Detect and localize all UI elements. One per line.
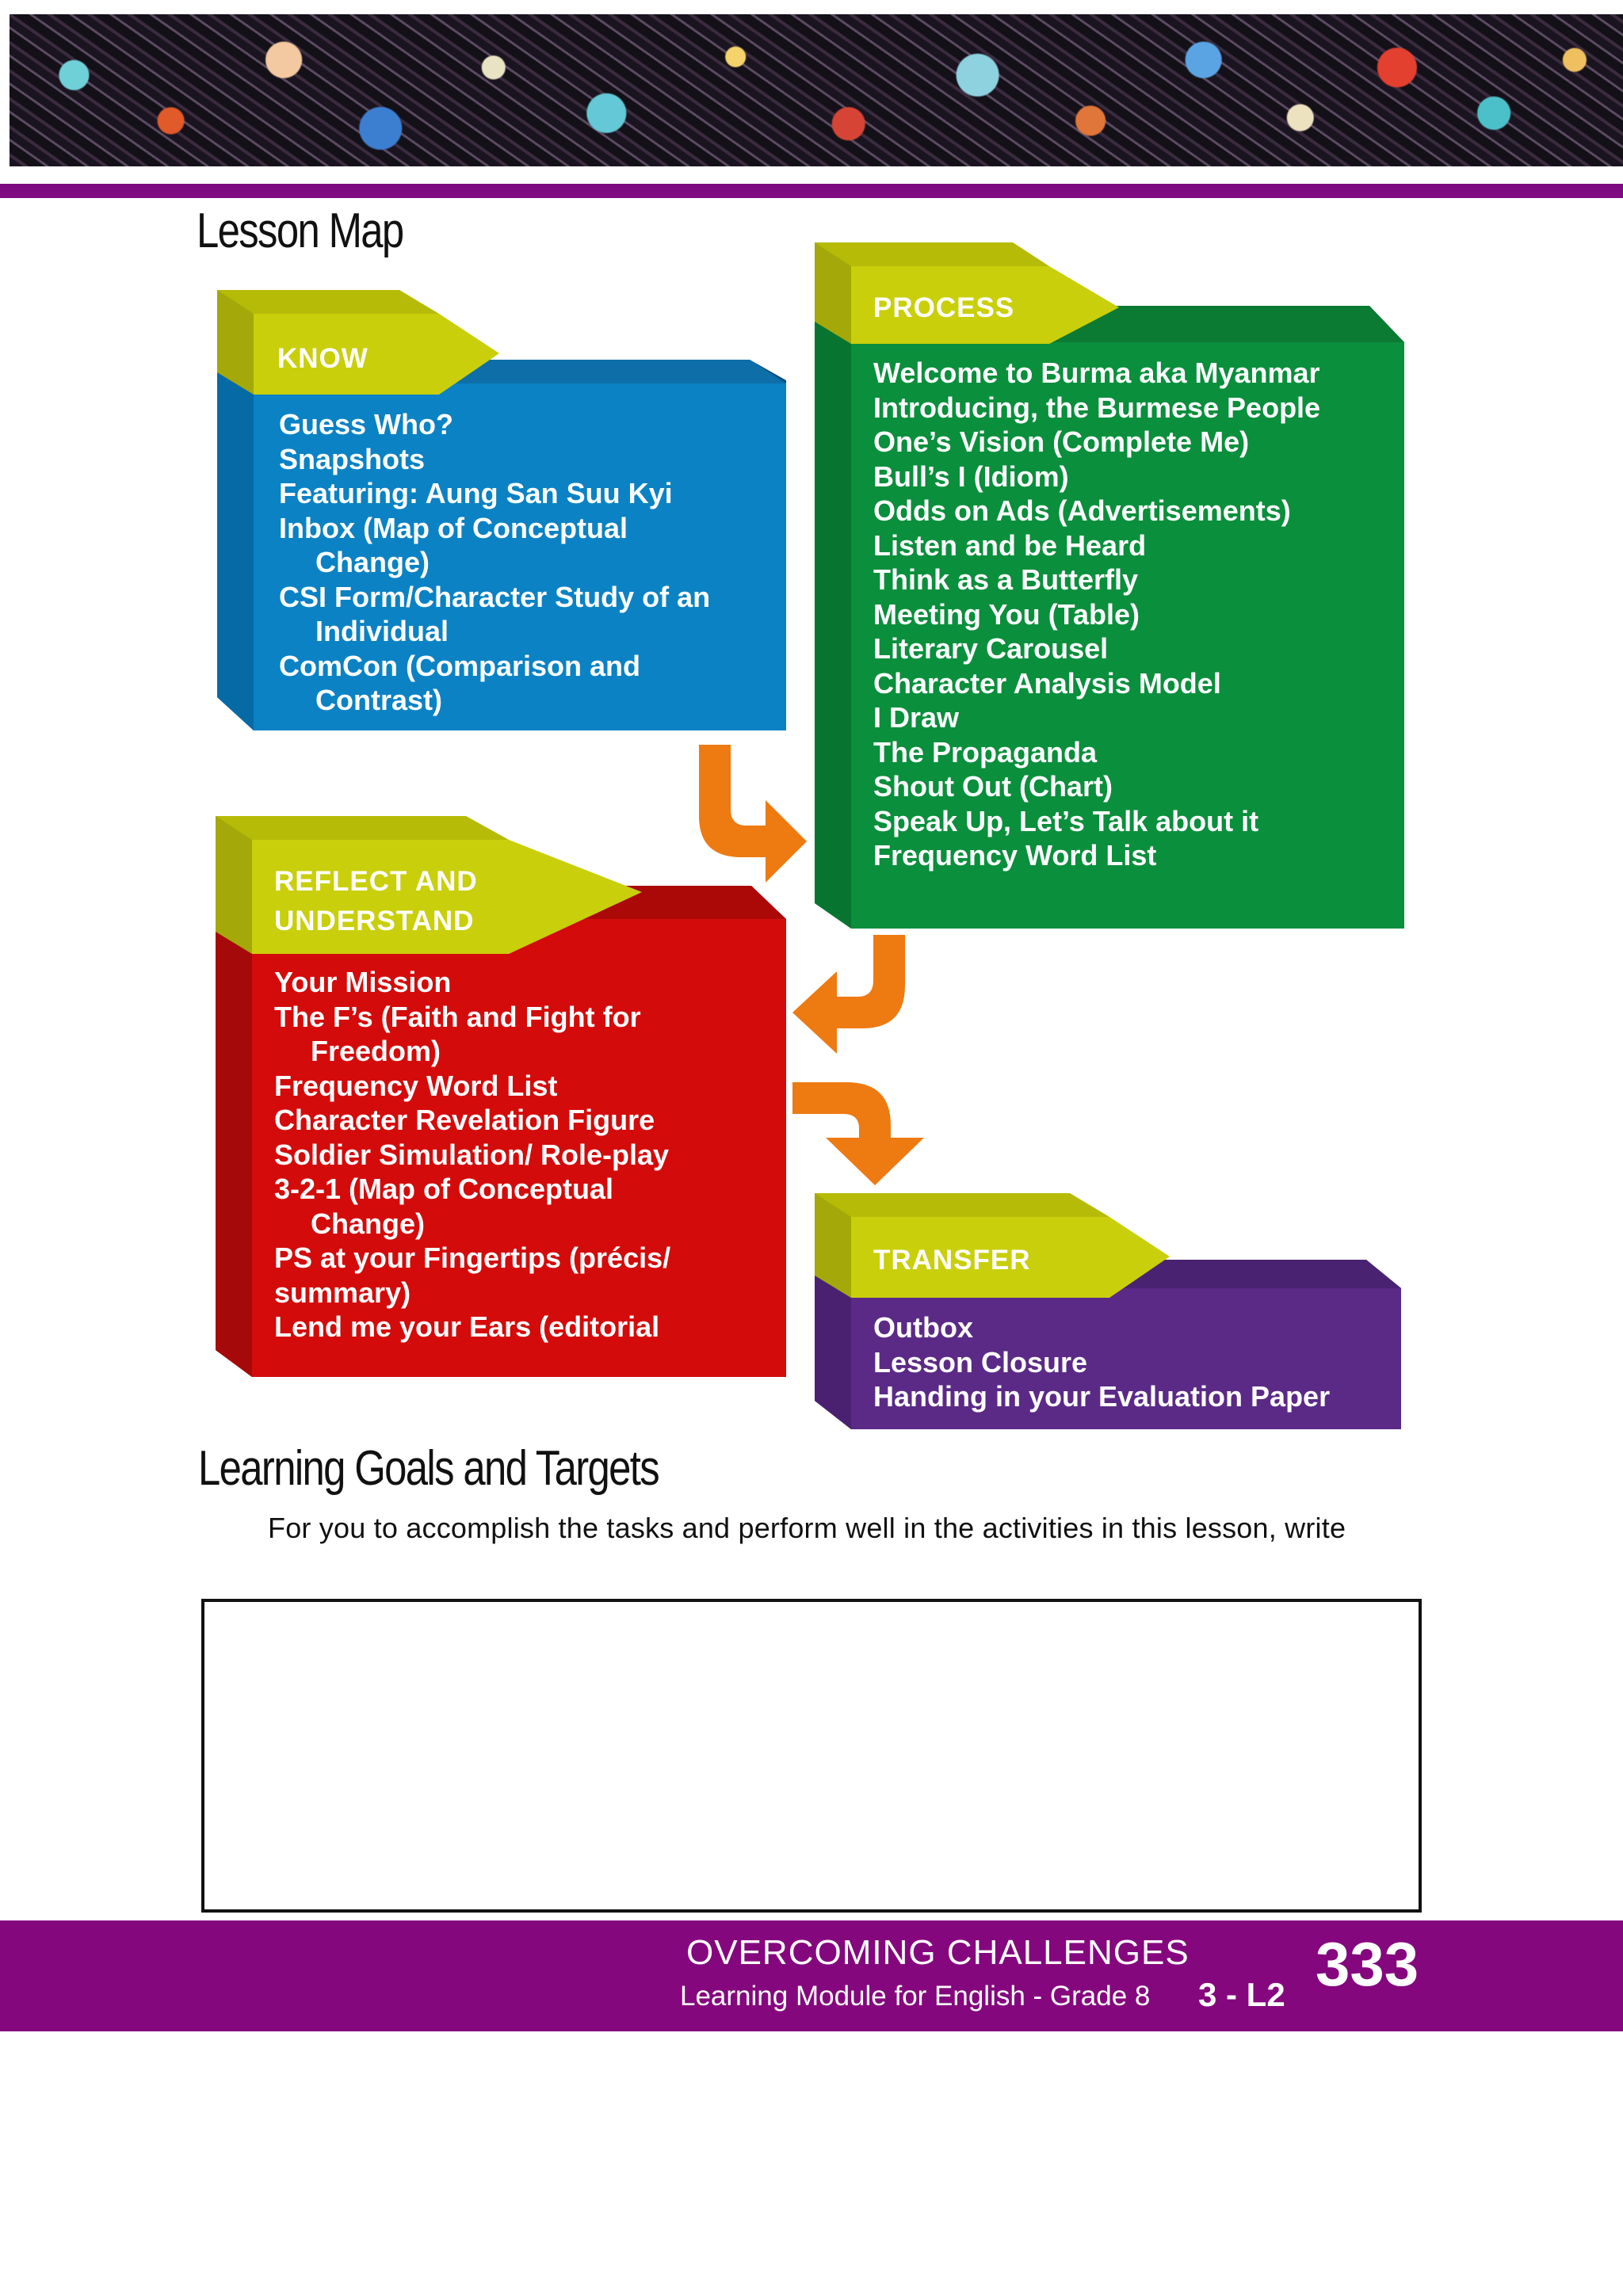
process-activity-item: Shout Out (Chart) bbox=[873, 770, 1113, 803]
transfer-activity-item: Outbox bbox=[873, 1311, 973, 1344]
know-activity-item: CSI Form/Character Study of an bbox=[279, 580, 711, 613]
process-activity-item: Character Analysis Model bbox=[873, 666, 1221, 700]
instructions-text: For you to accomplish the tasks and perform well in the activities in this lesson, write bbox=[268, 1512, 1346, 1544]
footer-lesson-code: 3 - L2 bbox=[1198, 1976, 1285, 2013]
process-activity-item: Bull’s I (Idiom) bbox=[873, 460, 1069, 493]
reflect-activity-item: summary) bbox=[274, 1276, 411, 1309]
reflect-activity-item: Your Mission bbox=[274, 966, 452, 998]
process-activity-item: Meeting You (Table) bbox=[873, 597, 1140, 631]
header-rule bbox=[0, 184, 1623, 198]
know-activity-item: Change) bbox=[315, 546, 430, 578]
reflect-activity-item: PS at your Fingertips (précis/ bbox=[274, 1241, 671, 1274]
know-activity-item: Individual bbox=[315, 615, 449, 647]
process-to-reflect-arrow bbox=[789, 933, 910, 1060]
transfer-activity-item: Lesson Closure bbox=[873, 1345, 1088, 1379]
lesson-map-heading: Lesson Map bbox=[197, 204, 403, 258]
reflect-activity-item: Lend me your Ears (editorial bbox=[274, 1310, 660, 1343]
know-activity-item: Inbox (Map of Conceptual bbox=[279, 511, 628, 544]
process-activity-list bbox=[873, 356, 1320, 873]
reflect-activity-item: The F’s (Faith and Fight for bbox=[274, 1000, 641, 1033]
process-activity-item: Literary Carousel bbox=[873, 632, 1109, 665]
know-title: KNOW bbox=[277, 343, 369, 374]
know-activity-item: ComCon (Comparison and bbox=[279, 649, 640, 682]
transfer-title: TRANSFER bbox=[873, 1245, 1031, 1276]
decorative-banner bbox=[10, 14, 1623, 166]
reflect-activity-item: Frequency Word List bbox=[274, 1069, 558, 1102]
reflect-title-line2: UNDERSTAND bbox=[274, 906, 475, 936]
reflect-activity-item: Character Revelation Figure bbox=[274, 1104, 655, 1136]
process-activity-item: Speak Up, Let’s Talk about it bbox=[873, 804, 1259, 837]
footer-bar bbox=[0, 1920, 1623, 2031]
process-activity-item: Frequency Word List bbox=[873, 839, 1157, 871]
process-activity-item: One’s Vision (Complete Me) bbox=[873, 425, 1250, 458]
process-activity-item: Introducing, the Burmese People bbox=[873, 391, 1321, 424]
reflect-to-transfer-arrow bbox=[791, 1081, 927, 1188]
process-title: PROCESS bbox=[873, 292, 1015, 323]
reflect-activity-item: Change) bbox=[311, 1207, 425, 1240]
learning-goals-heading: Learning Goals and Targets bbox=[198, 1441, 659, 1496]
know-activity-item: Contrast) bbox=[315, 684, 442, 716]
footer-module-subtitle: Learning Module for English - Grade 8 bbox=[680, 1981, 1151, 2012]
process-activity-item: Listen and be Heard bbox=[873, 528, 1147, 562]
reflect-activity-list bbox=[274, 965, 670, 1344]
reflect-title-line1: REFLECT AND bbox=[274, 866, 478, 897]
footer-module-title: OVERCOMING CHALLENGES bbox=[686, 1933, 1190, 1972]
know-activity-list bbox=[279, 407, 710, 718]
reflect-activity-item: Freedom) bbox=[311, 1035, 441, 1067]
process-activity-item: Odds on Ads (Advertisements) bbox=[873, 494, 1291, 527]
transfer-activity-list bbox=[873, 1310, 1330, 1414]
know-to-process-arrow bbox=[694, 743, 810, 892]
page-number: 333 bbox=[1316, 1929, 1419, 1999]
process-activity-item: The Propaganda bbox=[873, 735, 1098, 769]
goals-answer-box[interactable] bbox=[201, 1599, 1422, 1913]
know-activity-item: Snapshots bbox=[279, 442, 426, 475]
transfer-activity-item: Handing in your Evaluation Paper bbox=[873, 1380, 1331, 1413]
reflect-activity-item: 3-2-1 (Map of Conceptual bbox=[274, 1173, 614, 1205]
reflect-activity-item: Soldier Simulation/ Role-play bbox=[274, 1138, 670, 1171]
know-activity-item: Featuring: Aung San Suu Kyi bbox=[279, 477, 673, 509]
process-activity-item: Welcome to Burma aka Myanmar bbox=[873, 357, 1320, 389]
process-activity-item: I Draw bbox=[873, 701, 960, 734]
process-activity-item: Think as a Butterfly bbox=[873, 563, 1139, 596]
know-activity-item: Guess Who? bbox=[279, 408, 454, 441]
